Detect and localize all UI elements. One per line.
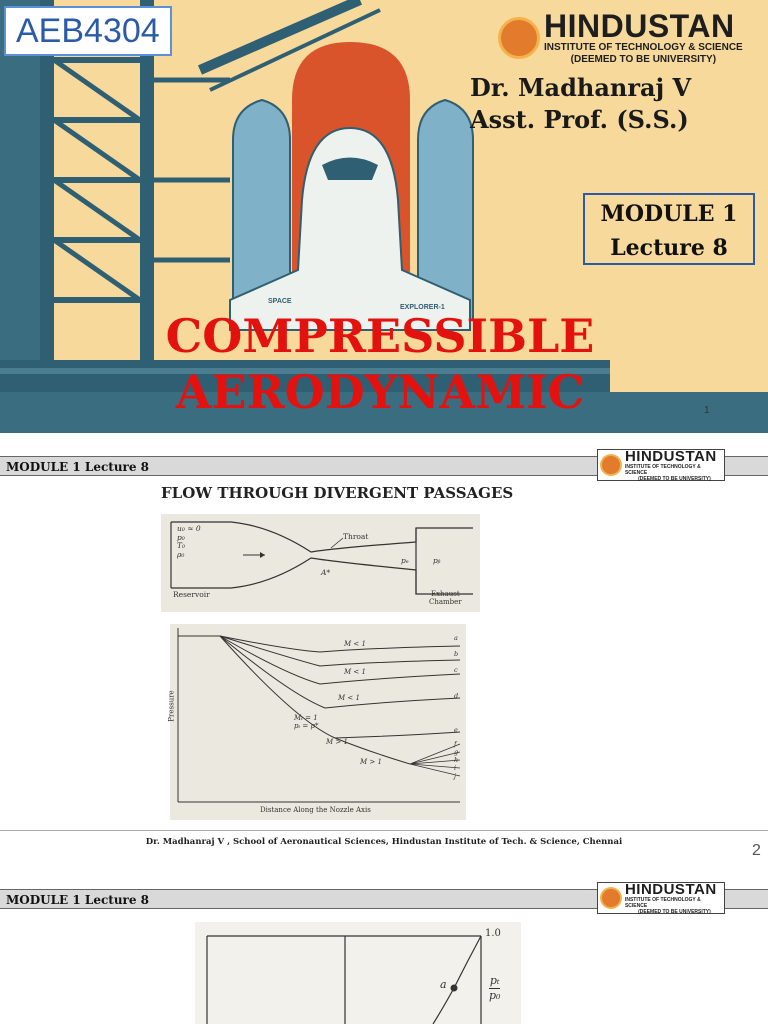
- footer-divider: [0, 830, 768, 831]
- institution-line1: INSTITUTE OF TECHNOLOGY & SCIENCE: [544, 42, 743, 53]
- slide-title: FLOW THROUGH DIVERGENT PASSAGES: [161, 484, 514, 502]
- shuttle-label-left: SPACE: [268, 298, 292, 305]
- page-number: 2: [752, 842, 761, 859]
- title-slide: [0, 0, 768, 433]
- label-pb: pᵦ: [433, 556, 441, 565]
- shuttle-label-right: EXPLORER-1: [400, 304, 445, 311]
- nozzle-figure: [161, 514, 480, 612]
- axis-label-x: Distance Along the Nozzle Axis: [260, 806, 371, 814]
- slide-header: MODULE 1 Lecture 8: [0, 456, 768, 476]
- institution-logo: [597, 882, 725, 914]
- label-m-lt-1: M < 1: [338, 694, 360, 702]
- label-p0: p₀: [177, 532, 185, 542]
- label-u0: u₀ ≈ 0: [177, 524, 201, 533]
- slide-footer: Dr. Madhanraj V , School of Aeronautical Sciences, Hindustan Institute of Tech. & Science, Chennai: [145, 837, 623, 847]
- seal-icon: [600, 454, 622, 476]
- page-number: 1: [704, 405, 710, 416]
- lecture-label: Lecture 8: [610, 235, 728, 261]
- label-pt: pₜ = p*: [294, 722, 319, 730]
- module-label: MODULE 1: [600, 201, 738, 227]
- seal-icon: [498, 17, 540, 59]
- pressure-ratio-figure: [195, 922, 521, 1024]
- label-throat: Throat: [343, 532, 369, 541]
- institution-name: HINDUSTAN: [624, 447, 717, 465]
- label-astar: A*: [321, 568, 331, 577]
- institution-logo: [597, 449, 725, 481]
- pressure-distribution-figure: M < 1 M < 1 M < 1 Mₜ = 1 pₜ = p* M > 1 M > 1 Pressure Distance Along the Nozzle Axis a b c d e f g h i j: [170, 624, 466, 820]
- institution-line2: (DEEMED TO BE UNIVERSITY): [570, 54, 717, 65]
- slide-header: MODULE 1 Lecture 8: [0, 889, 768, 909]
- title-line-1: COMPRESSIBLE: [165, 309, 595, 363]
- author-name: Dr. Madhanraj V: [470, 73, 692, 102]
- axis-label-y: Pressure: [167, 690, 176, 722]
- seal-icon: [600, 887, 622, 909]
- label-exhaust: Exhaust: [431, 590, 460, 598]
- institution-name: HINDUSTAN: [624, 880, 717, 898]
- ratio-denominator: p₀: [489, 989, 501, 1002]
- slide-title: [120, 308, 640, 420]
- module-box: [583, 193, 755, 265]
- point-label: a: [440, 978, 447, 991]
- institution-line2: (DEEMED TO BE UNIVERSITY): [638, 908, 711, 915]
- ratio-top-label: 1.0: [485, 928, 501, 939]
- institution-logo: [498, 10, 743, 66]
- author-title: Asst. Prof. (S.S.): [470, 105, 689, 134]
- label-m-gt-1: M > 1: [326, 738, 348, 746]
- institution-line1: INSTITUTE OF TECHNOLOGY & SCIENCE: [624, 896, 701, 909]
- institution-line1: INSTITUTE OF TECHNOLOGY & SCIENCE: [624, 463, 701, 476]
- institution-name: HINDUSTAN: [544, 8, 735, 44]
- ratio-numerator: pₜ: [489, 974, 500, 987]
- label-chamber: Chamber: [429, 598, 462, 606]
- label-reservoir: Reservoir: [173, 590, 210, 599]
- label-mt: Mₜ = 1: [294, 714, 318, 722]
- label-m-gt-1: M > 1: [360, 758, 382, 766]
- label-m-lt-1: M < 1: [344, 640, 366, 648]
- label-m-lt-1: M < 1: [344, 668, 366, 676]
- author-block: [470, 72, 691, 136]
- institution-line2: (DEEMED TO BE UNIVERSITY): [638, 475, 711, 482]
- course-code: AEB4304: [4, 6, 172, 56]
- label-pe: pₑ: [401, 556, 409, 565]
- label-rho0: ρ₀: [177, 549, 185, 559]
- label-t0: T₀: [177, 541, 186, 551]
- title-line-2: AERODYNAMIC: [175, 365, 585, 419]
